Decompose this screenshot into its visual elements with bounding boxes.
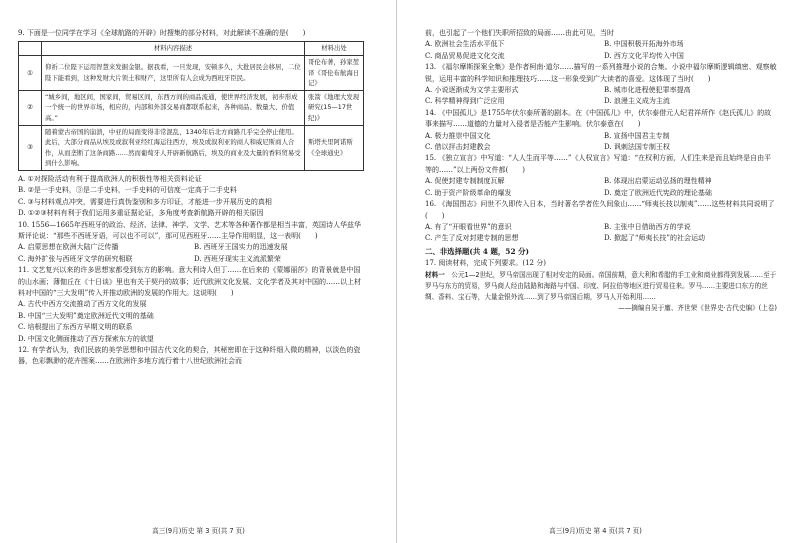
question-15-option-c: C. 助于资产阶级革命的爆发: [425, 188, 512, 197]
question-14-option-b: B. 宣扬中国君主专制: [604, 131, 670, 140]
question-10-option-a: A. 启蒙思想在欧洲大陆广泛传播: [18, 243, 119, 252]
page-right: [397, 0, 794, 543]
question-13-option-d: D. 浪漫主义成为主流: [604, 97, 670, 106]
row-number: ③: [19, 125, 42, 170]
material-label: 材料一: [425, 270, 445, 279]
question-13-options: [425, 85, 777, 108]
question-10-option-c: C. 海外扩张与西班牙文学的研究相联: [18, 254, 133, 263]
question-10-option-d: D. 西班牙现实主义流派繁荣: [194, 254, 281, 263]
table-row: [19, 56, 364, 91]
question-16-stem: 16. 《海国图志》问世不久即传入日本，当时著名学者佐久间象山……“师夷长技以制夷”……这些材料共同说明了( ): [425, 200, 775, 220]
question-9-stem: 9. 下面是一位同学在学习《全球航路的开辟》时搜集的部分材料，对此解读不准确的是( ): [18, 29, 306, 37]
question-17-material: [425, 270, 777, 304]
section-heading: 二、非选择题(共 4 题，52 分): [425, 246, 530, 256]
question-12-option-c: C. 商品贸易促进文化交流: [425, 51, 505, 60]
question-10-stem: 10. 1556—1665年西班牙的政治、经济、法律、神学、文学、艺术等各种著作都是相当丰富，英国诗人华兹华斯评论说：“那些不西班牙语，可以也不可以”，那可见西班牙……主导作用明显，这一表明( ): [18, 220, 361, 240]
question-9-option-b: B. ②是一手史料，③是二手史料，一手史料的可信度一定高于二手史料: [18, 186, 237, 195]
question-11-option-a: A. 古代中西方交流推动了西方文化的发展: [18, 300, 147, 309]
table-header-row: [19, 42, 364, 56]
row-source: 斯塔夫里阿诺斯《全球通史》: [305, 125, 364, 170]
question-14-options: [425, 131, 777, 154]
question-13-option-a: A. 小说逐渐成为文学主要形式: [425, 86, 519, 95]
question-16-options: [425, 222, 777, 245]
question-15-options: [425, 176, 777, 199]
row-source: 哥伦布著，孙家堃译《哥伦布航海日记》: [305, 56, 364, 91]
question-16-option-c: C. 产生了反对封建专制的思想: [425, 234, 519, 243]
table-header: 材料出处: [305, 42, 364, 56]
row-source: 张箭《地理大发现研究(15—17世纪)》: [305, 90, 364, 125]
question-16-option-a: A. 有了“开眼看世界”的意识: [425, 222, 512, 231]
row-content: 随着蒙古帝国的崩溃，中亚的局面变得非常混乱，1340年后北方商路几乎完全停止使用。此后，大部分商品从埃及或叙利亚经红海运往西方，埃及或叙利亚的商人和威尼斯商人合作，从而垄断了这条商路……然而葡萄牙人开辟新航路后，埃及的商业及大量的香料贸易受到什么影响。: [42, 125, 305, 170]
question-11-option-c: C. 培根提出了东西方早期文明的联系: [18, 323, 133, 332]
right-column: [425, 28, 777, 315]
question-11-option-b: B. 中国“三大发明”奠定欧洲近代文明的基础: [18, 311, 154, 320]
question-16-option-d: D. 掀起了“师夷长技”的社会运动: [604, 234, 705, 243]
table-row: [19, 125, 364, 170]
question-12-option-d: D. 西方文化平均传入中国: [604, 51, 684, 60]
question-14-option-a: A. 极力推崇中国文化: [425, 131, 491, 140]
row-content: “城乡间，地区间，国家间，贸易区间，东西方间的商品流通，使世界经济发展，初步形成一个统一的世界市场，相应的，内部和外部交易商都联系起来，各种商品、数量大、价值高。”: [42, 90, 305, 125]
question-15-option-d: D. 奠定了欧洲近代宪政的理论基础: [604, 188, 712, 197]
left-column: [18, 28, 364, 368]
page-footer-right: 高三(9月)历史 第 4 页(共 7 页): [549, 527, 642, 535]
material-text: 公元1—2世纪，罗马帝国出现了相对安定的局面。帝国前期，意大利和希腊的手工业和商业都得到发展……至于罗马与东方的贸易，罗马商人经由陆路和海路与中国、印度、阿拉伯等地区进行贸易往来。罗马……主要进口东方的丝绸、香料、宝石等，大量金银外流……到了罗马帝国后期，罗马人开始利用……: [425, 270, 777, 301]
question-10-option-b: B. 西班牙王国实力的迅速发展: [194, 243, 288, 252]
row-number: ②: [19, 90, 42, 125]
question-12-continuation: 前，也引起了一个他们失职所招致的局面……由此可见，当时: [425, 29, 614, 37]
row-number: ①: [19, 56, 42, 91]
question-10-options: [18, 242, 364, 265]
question-15-option-a: A. 促使封建专制制度瓦解: [425, 177, 505, 186]
question-16-option-b: B. 主张中日借助西方的学说: [604, 222, 691, 231]
material-source: ——摘编自吴于廑、齐世荣《世界史·古代史编》(上卷): [618, 304, 777, 313]
row-content: 仰祈二位陛下运用智慧来发掘金银。据我看，一旦发现，安顿多久，大批居民会移居，二位陛下能看到，这种发财大片领土和财产，这里所有人会成为西班牙臣民。: [42, 56, 305, 91]
question-12-option-a: A. 欧洲社会生活水平低下: [425, 40, 505, 49]
question-12-options: [425, 39, 777, 62]
question-11-stem: 11. 文艺复兴以来的许多思想家都受到东方的影响。意大利诗人但丁……在后来的《蒙娜丽莎》的背景就是中国的山水画；薄伽丘在《十日谈》里也有关于契丹的故事；近代欧洲文化发展、文化学者及其对中国的……以上材料对中国的“三大发明”传入并推动欧洲的发展的作用大。这说明( ): [18, 266, 361, 297]
question-11-option-d: D. 中国文化侧面推动了西方探索东方的欲望: [18, 334, 154, 343]
question-15-option-b: B. 体现出启蒙运动弘扬的理性精神: [604, 177, 712, 186]
question-14-stem: 14. 《中国孤儿》是1755年伏尔泰所著的剧本。在《中国孤儿》中，伏尔泰借元人纪君祥所作《赵氏孤儿》的故事来描写……道德的力量对入侵者是否能产生影响。伏尔泰意在( ): [425, 108, 772, 129]
question-12-stem: 12. 有学者认为，我们民族的美学思想和中国古代文化的契合，其秘密即在于这种纤细入微的精神，以淡色的瓷器，色彩飘渺的花卉图案……在欧洲许多地方流行着十八世纪欧洲社会而: [18, 346, 361, 366]
table-header: [19, 42, 42, 56]
question-15-stem: 15. 《独立宣言》中写道：“人人生而平等……”《人权宣言》写道：“在权利方面，人们生来是而且始终是自由平等的……”以上两份文件都( ): [425, 154, 772, 174]
question-9-option-a: A. ①对探险活动有利于提高欧洲人的积极性等相关资料论证: [18, 174, 202, 183]
question-12-option-b: B. 中国积极开拓海外市场: [604, 40, 684, 49]
table-header: 材料内容描述: [42, 42, 305, 56]
question-13-option-b: B. 城市化进程使犯罪率提高: [604, 86, 691, 95]
question-13-stem: 13. 《福尔摩斯探案全集》是作者柯南·道尔……描写的一系列推理小说的合集。小说中福尔摩斯逻辑缜密、观察敏锐，运用丰富的科学知识和推理技巧……这一形象受到广大读者的喜爱。这体现了当时( ): [425, 63, 777, 83]
question-9-option-c: C. ③与材料观点冲突，需要进行真伪鉴别和多方印证，才能进一步开展历史的真相: [18, 197, 272, 206]
question-14-option-c: C. 借以抨击封建教会: [425, 143, 491, 152]
question-9-table: [18, 41, 364, 171]
table-row: [19, 90, 364, 125]
question-17-stem: 17. 阅读材料，完成下列要求。(12 分): [425, 259, 546, 268]
question-13-option-c: C. 科学精神得到广泛应用: [425, 97, 505, 106]
question-14-option-d: D. 讽刺法国专制王权: [604, 143, 670, 152]
page-footer-left: 高三(9月)历史 第 3 页(共 7 页): [152, 527, 245, 535]
question-9-option-d: D. ①②③材料有利于我们运用多重证据论证，多角度考查新航路开辟的相关原因: [18, 209, 264, 218]
